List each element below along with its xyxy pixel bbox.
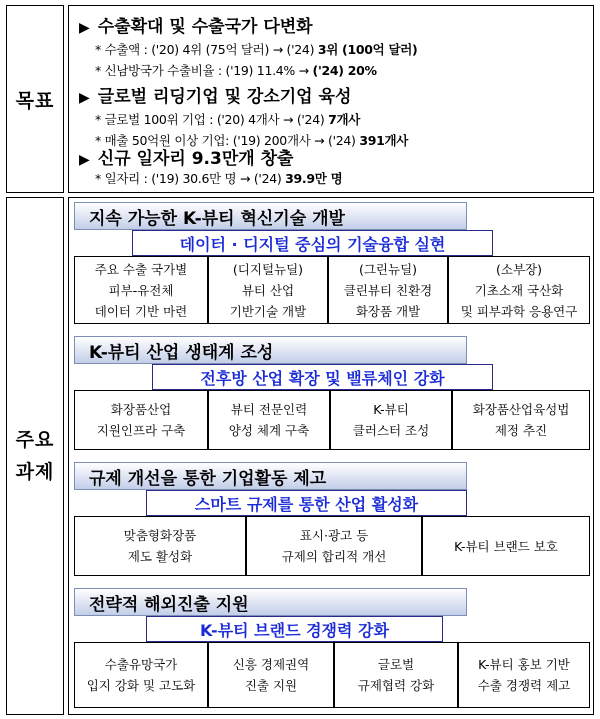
goal-detail: * 일자리 : ('19) 30.6만 명 → ('24) 39.9만 명 [95, 171, 343, 186]
task-strategy: 스마트 규제를 통한 산업 활성화 [146, 490, 467, 516]
task-cell: 화장품산업육성법 제정 추진 [452, 390, 590, 450]
task-strategy: 데이터 · 디지털 중심의 기술융합 실현 [132, 230, 493, 256]
task-title: 지속 가능한 K-뷰티 혁신기술 개발 [74, 202, 467, 230]
goal-detail: * 수출액 : ('20) 4위 (75억 달러) → ('24) 3위 (100억 달러) [95, 42, 418, 57]
goal-heading-text: 신규 일자리 9.3만개 창출 [97, 149, 294, 169]
goal-box [68, 5, 594, 193]
goal-detail: * 글로벌 100위 기업 : ('20) 4개사 → ('24) 7개사 [95, 112, 361, 127]
task-title: 규제 개선을 통한 기업활동 제고 [74, 462, 467, 490]
goal-heading [79, 12, 313, 37]
triangle-bullet-icon: ▶ [79, 90, 90, 106]
task-cell: (소부장) 기초소재 국산화 및 피부과학 응용연구 [448, 256, 590, 324]
task-title: 전략적 해외진출 지원 [74, 588, 467, 616]
task-cell: 수출유망국가 입지 강화 및 고도화 [74, 642, 208, 708]
task-title: K-뷰티 산업 생태계 조성 [74, 336, 467, 364]
goal-detail: * 매출 50억원 이상 기업: ('19) 200개사 → ('24) 391개사 [95, 133, 409, 148]
task-cell: 글로벌 규제협력 강화 [334, 642, 458, 708]
tasks-label [6, 197, 64, 715]
task-cell: 신흥 경제권역 진출 지원 [208, 642, 334, 708]
task-cell: K-뷰티 클러스터 조성 [330, 390, 452, 450]
task-cell: 맞춤형화장품 제도 활성화 [74, 516, 246, 576]
goal-heading [79, 82, 351, 107]
task-cell: 주요 수출 국가별 피부-유전체 데이터 기반 마련 [74, 256, 208, 324]
task-strategy: 전후방 산업 확장 및 밸류체인 강화 [152, 364, 493, 390]
goal-detail: * 신남방국가 수출비율 : ('19) 11.4% → ('24) 20% [95, 63, 377, 78]
goal-heading [79, 144, 293, 169]
triangle-bullet-icon: ▶ [79, 152, 90, 168]
tasks-label-line: 주요 [15, 429, 55, 451]
task-strategy: K-뷰티 브랜드 경쟁력 강화 [146, 616, 443, 642]
task-cell: K-뷰티 브랜드 보호 [422, 516, 590, 576]
task-cell: (그린뉴딜) 클린뷰티 친환경 화장품 개발 [328, 256, 448, 324]
goal-heading-text: 글로벌 리딩기업 및 강소기업 육성 [97, 87, 352, 107]
tasks-label-line: 과제 [15, 461, 55, 483]
task-cell: K-뷰티 홍보 기반 수출 경쟁력 제고 [458, 642, 590, 708]
task-cell: (디지털뉴딜) 뷰티 산업 기반기술 개발 [208, 256, 328, 324]
task-cell: 표시·광고 등 규제의 합리적 개선 [246, 516, 422, 576]
goal-heading-text: 수출확대 및 수출국가 다변화 [97, 17, 313, 37]
task-cell: 뷰티 전문인력 양성 체계 구축 [208, 390, 330, 450]
triangle-bullet-icon: ▶ [79, 20, 90, 36]
goal-label: 목표 [6, 5, 64, 193]
task-cell: 화장품산업 지원인프라 구축 [74, 390, 208, 450]
